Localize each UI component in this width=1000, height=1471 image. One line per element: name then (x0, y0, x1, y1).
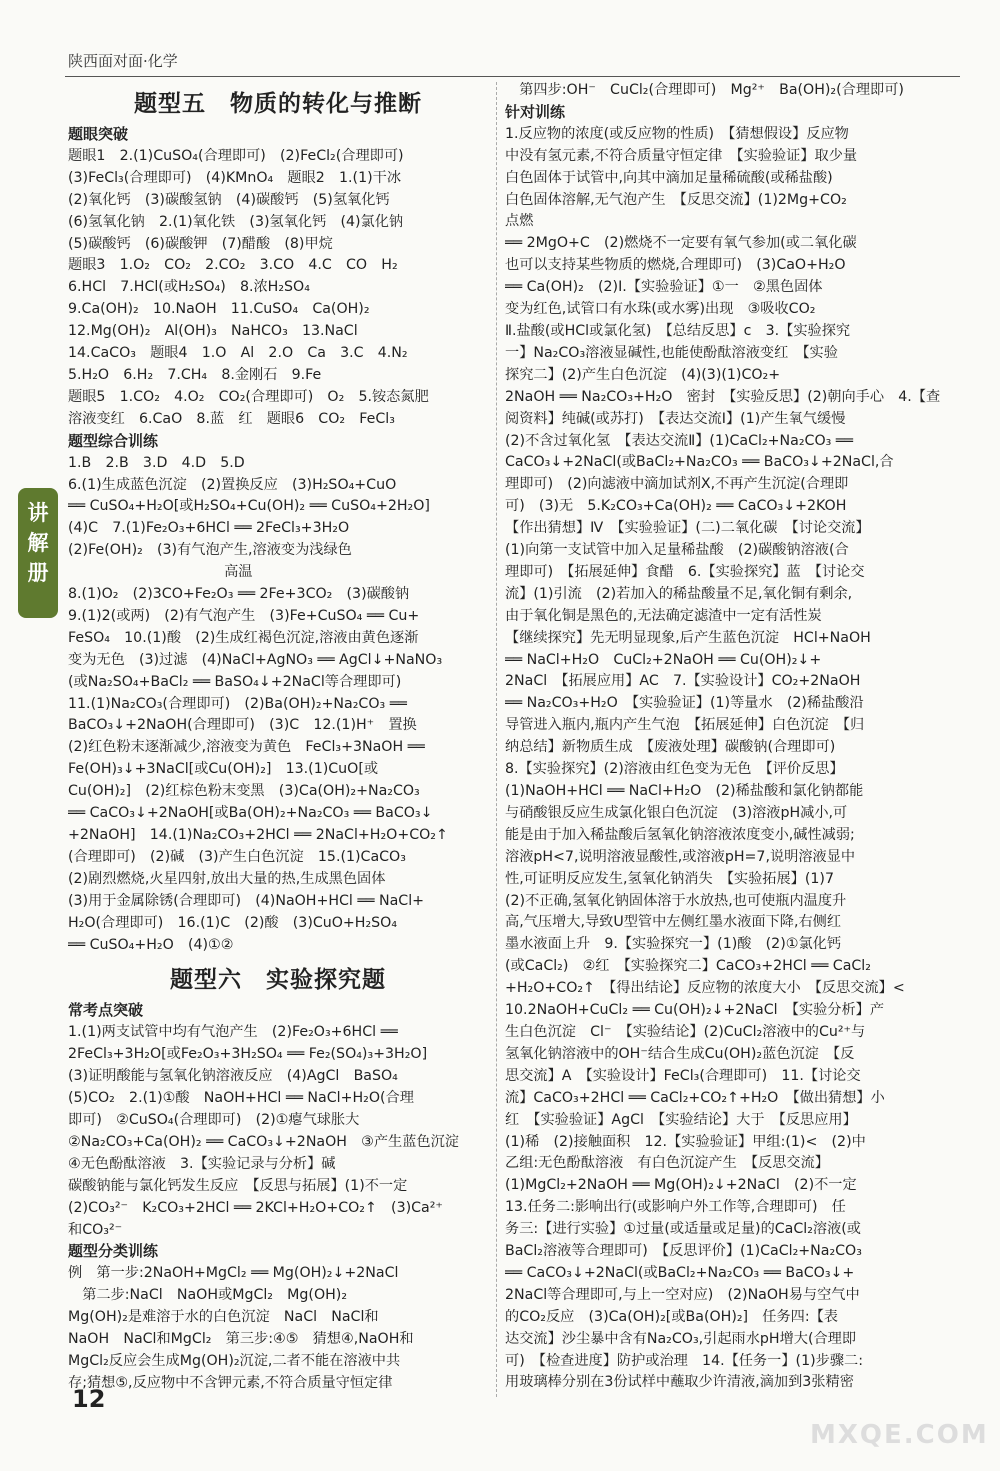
text-line: 流】CaCO₃+2HCl ══ CaCl₂+CO₂↑+H₂O 【做出猜想】小 (505, 1089, 885, 1106)
text-line: 12.Mg(OH)₂ Al(OH)₃ NaHCO₃ 13.NaCl (68, 323, 358, 340)
text-line: 红 【实验验证】AgCl 【实验结论】大于 【反思应用】 (505, 1111, 857, 1128)
text-line: (6)氢氧化钠 2.(1)氧化铁 (3)氢氧化钙 (4)氯化钠 (68, 213, 404, 230)
column-divider (496, 82, 497, 1397)
text-line: FeSO₄ 10.(1)酸 (2)生成红褐色沉淀,溶液由黄色逐渐 (68, 629, 419, 646)
text-line: ══ CuSO₄+H₂O[或H₂SO₄+Cu(OH)₂ ══ CuSO₄+2H₂O] (68, 498, 430, 515)
text-line: BaCO₃↓+2NaOH(合理即可) (3)C 12.(1)H⁺ 置换 (68, 717, 417, 734)
text-line: 用玻璃棒分别在3份试样中蘸取少许清液,滴加到3张精密 (505, 1374, 854, 1391)
text-line: (或Na₂SO₄+BaCl₂ ══ BaSO₄↓+2NaCl等合理即可) (68, 673, 402, 690)
text-line: (2)剧烈燃烧,火星四射,放出大量的热,生成黑色固体 (68, 870, 386, 887)
side-tab (18, 488, 58, 618)
text-line: 纳总结】新物质生成 【废液处理】碳酸钠(合理即可) (505, 739, 836, 756)
text-line: 【继续探究】先无明显现象,后产生蓝色沉淀 HCl+NaOH (505, 629, 871, 646)
text-line: 高,气压增大,导致U型管中左侧红墨水液面下降,右侧红 (505, 914, 842, 931)
text-line: 的CO₂反应 (3)Ca(OH)₂[或Ba(OH)₂] 任务四:【表 (505, 1308, 838, 1325)
text-line: 流】(1)引流 (2)若加入的稀盐酸量不足,氧化铜有剩余, (505, 585, 853, 602)
text-line: 即可) ②CuSO₄(合理即可) (2)①瘪气球胀大 (68, 1111, 360, 1128)
text-line: 导管进入瓶内,瓶内产生气泡 【拓展延伸】白色沉淀 【归 (505, 717, 865, 734)
text-line: (合理即可) (2)碱 (3)产生白色沉淀 15.(1)CaCO₃ (68, 848, 406, 865)
text-line: 11.(1)Na₂CO₃(合理即可) (2)Ba(OH)₂+Na₂CO₃ ══ (68, 695, 407, 712)
text-line: (2)Fe(OH)₂ (3)有气泡产生,溶液变为浅绿色 (68, 542, 352, 559)
text-line: 白色固体于试管中,向其中滴加足量稀硫酸(或稀盐酸) (505, 169, 833, 186)
text-line: 8.【实验探究】(2)溶液由红色变为无色 【评价反思】 (505, 761, 844, 778)
text-line: (1)向第一支试管中加入足量稀盐酸 (2)碳酸钠溶液(合 (505, 542, 849, 559)
text-line: 1.B 2.B 3.D 4.D 5.D (68, 454, 245, 471)
text-line: 溶液变红 6.CaO 8.蓝 红 题眼6 CO₂ FeCl₃ (68, 410, 395, 427)
running-header: 陕西面对面·化学 (68, 52, 178, 70)
text-line: 存;猜想⑤,反应物中不含钾元素,不符合质量守恒定律 (68, 1374, 393, 1391)
text-line: Fe(OH)₃↓+3NaCl[或Cu(OH)₂] 13.(1)CuO[或 (68, 761, 379, 778)
text-line: 【作出猜想】Ⅳ 【实验验证】(二)二氧化碳 【讨论交流】 (505, 520, 870, 537)
text-line: Cu(OH)₂] (2)红棕色粉末变黑 (3)Ca(OH)₂+Na₂CO₃ (68, 783, 420, 800)
side-tab-char: 讲 (27, 501, 49, 525)
text-line: (5)CO₂ 2.(1)①酸 NaOH+HCl ══ NaCl+H₂O(合理 (68, 1090, 414, 1107)
text-line: 能是由于加入稀盐酸后氢氧化钠溶液浓度变小,碱性减弱; (505, 826, 855, 843)
text-line: 高温 (68, 564, 253, 581)
watermark: MXQE.COM (810, 1420, 989, 1450)
text-line: 中没有氢元素,不符合质量守恒定律 【实验验证】取少量 (505, 147, 858, 164)
text-line: (1)MgCl₂+2NaOH ══ Mg(OH)₂↓+2NaCl (2)不一定 (505, 1177, 857, 1194)
header-rule (65, 76, 960, 77)
answer-block (68, 1263, 488, 1394)
text-line: 探究二】(2)产生白色沉淀 (4)(3)(1)CO₂+ (505, 366, 781, 383)
right-column (505, 80, 960, 1394)
text-line: (2)不正确,氢氧化钠固体溶于水放热,也可使瓶内温度升 (505, 892, 847, 909)
text-line: +H₂O+CO₂↑ 【得出结论】反应物的浓度大小 【反思交流】< (505, 980, 905, 997)
text-line: 2NaOH ══ Na₂CO₃+H₂O 密封 【实验反思】(2)朝向手心 4.【查 (505, 388, 941, 405)
text-line: 理即可) 【拓展延伸】食醋 6.【实验探究】蓝 【讨论交 (505, 563, 865, 580)
text-line: 8.(1)O₂ (2)3CO+Fe₂O₃ ══ 2Fe+3CO₂ (3)碳酸钠 (68, 586, 410, 603)
text-line: 阅资料】纯碱(或苏打) 【表达交流Ⅰ】(1)产生氧气缓慢 (505, 410, 846, 427)
text-line: 白色固体溶解,无气泡产生 【反思交流】(1)2Mg+CO₂ (505, 191, 847, 208)
answer-block (505, 80, 960, 102)
text-line: +2NaOH] 14.(1)Na₂CO₃+2HCl ══ 2NaCl+H₂O+CO₂↑ (68, 827, 448, 843)
text-line: ══ CuSO₄+H₂O (4)①② (68, 936, 234, 953)
text-line: 理即可) (2)向滤液中滴加试剂X,不再产生沉淀(合理即 (505, 476, 849, 493)
text-line: 思交流】A 【实验设计】FeCl₃(合理即可) 11.【讨论交 (505, 1067, 861, 1084)
text-line: 10.2NaOH+CuCl₂ ══ Cu(OH)₂↓+2NaCl 【实验分析】产 (505, 1002, 885, 1019)
text-line: (3)FeCl₃(合理即可) (4)KMnO₄ 题眼2 1.(1)干冰 (68, 169, 402, 186)
text-line: 变为无色 (3)过滤 (4)NaCl+AgNO₃ ══ AgCl↓+NaNO₃ (68, 651, 443, 668)
text-line: 乙组:无色酚酞溶液 有白色沉淀产生 【反思交流】 (505, 1155, 829, 1172)
text-line: 一】Na₂CO₃溶液显碱性,也能使酚酞溶液变红 【实验 (505, 344, 838, 361)
page-number: 12 (72, 1385, 106, 1413)
text-line: 2FeCl₃+3H₂O[或Fe₂O₃+3H₂SO₄ ══ Fe₂(SO₄)₃+3H₂O] (68, 1046, 428, 1063)
text-line: (3)证明酸能与氢氧化钠溶液反应 (4)AgCl BaSO₄ (68, 1068, 398, 1085)
text-line: 达交流】沙尘暴中含有Na₂CO₃,引起雨水pH增大(合理即 (505, 1330, 857, 1347)
text-line: (2)氧化钙 (3)碳酸氢钠 (4)碳酸钙 (5)氢氧化钙 (68, 191, 390, 208)
text-line: 碳酸钠能与氯化钙发生反应 【反思与拓展】(1)不一定 (68, 1177, 408, 1194)
text-line: 氢氧化钠溶液中的OH⁻结合生成Cu(OH)₂蓝色沉淀 【反 (505, 1045, 855, 1062)
text-line: (1)稀 (2)接触面积 12.【实验验证】甲组:(1)< (2)中 (505, 1133, 866, 1150)
text-line: 题眼5 1.CO₂ 4.O₂ CO₂(合理即可) O₂ 5.铵态氮肥 (68, 388, 429, 405)
text-line: 生白色沉淀 Cl⁻ 【实验结论】(2)CuCl₂溶液中的Cu²⁺与 (505, 1023, 866, 1040)
subheading: 题型分类训练 (68, 1242, 159, 1261)
text-line: 性,可证明反应发生,氢氧化钠消失 【实验拓展】(1)7 (505, 870, 834, 887)
text-line: Mg(OH)₂是难溶于水的白色沉淀 NaCl NaCl和 (68, 1309, 379, 1326)
text-line: 题眼3 1.O₂ CO₂ 2.CO₂ 3.CO 4.C CO H₂ (68, 257, 398, 274)
text-line: 题眼1 2.(1)CuSO₄(合理即可) (2)FeCl₂(合理即可) (68, 147, 404, 164)
text-line: 9.Ca(OH)₂ 10.NaOH 11.CuSO₄ Ca(OH)₂ (68, 301, 370, 318)
text-line: 第四步:OH⁻ CuCl₂(合理即可) Mg²⁺ Ba(OH)₂(合理即可) (505, 82, 904, 98)
text-line: (3)用于金属除锈(合理即可) (4)NaOH+HCl ══ NaCl+ (68, 892, 425, 909)
text-line: 与硝酸银反应生成氯化银白色沉淀 (3)溶液pH减小,可 (505, 804, 848, 821)
text-line: CaCO₃↓+2NaCl(或BaCl₂+Na₂CO₃ ══ BaCO₃↓+2NaCl,合 (505, 454, 894, 471)
text-line: 墨水液面上升 9.【实验探究一】(1)酸 (2)①氯化钙 (505, 936, 842, 953)
answer-block (68, 1022, 488, 1241)
text-line: H₂O(合理即可) 16.(1)C (2)酸 (3)CuO+H₂SO₄ (68, 914, 398, 931)
text-line: ══ 2MgO+C (2)燃烧不一定要有氧气参加(或二氧化碳 (505, 235, 857, 252)
text-line: 6.(1)生成蓝色沉淀 (2)置换反应 (3)H₂SO₄+CuO (68, 476, 397, 493)
text-line: ══ CaCO₃↓+2NaOH[或Ba(OH)₂+Na₂CO₃ ══ BaCO₃↓ (68, 805, 433, 822)
text-line: ══ NaCl+H₂O CuCl₂+2NaOH ══ Cu(OH)₂↓+ (505, 651, 822, 668)
text-line: 也可以支持某些物质的燃烧,合理即可) (3)CaO+H₂O (505, 257, 846, 274)
text-line: 第二步:NaCl NaOH或MgCl₂ Mg(OH)₂ (68, 1287, 348, 1304)
text-line: (或CaCl₂) ②红 【实验探究二】CaCO₃+2HCl ══ CaCl₂ (505, 958, 871, 975)
text-line: 务三:【进行实验】①过量(或适量或足量)的CaCl₂溶液(或 (505, 1221, 861, 1238)
text-line: 溶液pH<7,说明溶液显酸性,或溶液pH=7,说明溶液显中 (505, 848, 856, 865)
subheading: 题眼突破 (68, 125, 129, 143)
text-line: 由于氧化铜是黑色的,无法确定滤渣中一定有活性炭 (505, 607, 822, 624)
text-line: 例 第一步:2NaOH+MgCl₂ ══ Mg(OH)₂↓+2NaCl (68, 1265, 399, 1282)
text-line: 可) (3)无 5.K₂CO₃+Ca(OH)₂ ══ CaCO₃↓+2KOH (505, 498, 847, 515)
text-line: 9.(1)2(或两) (2)有气泡产生 (3)Fe+CuSO₄ ══ Cu+ (68, 607, 420, 624)
answer-block (505, 124, 960, 1395)
text-line: ══ Na₂CO₃+H₂O 【实验验证】(1)等量水 (2)稀盐酸沿 (505, 695, 864, 712)
text-line: 5.H₂O 6.H₂ 7.CH₄ 8.金刚石 9.Fe (68, 366, 322, 383)
text-line: 变为红色,试管口有水珠(或水雾)出现 ③吸收CO₂ (505, 301, 816, 318)
subheading: 针对训练 (505, 102, 566, 121)
text-line: NaOH NaCl和MgCl₂ 第三步:④⑤ 猜想④,NaOH和 (68, 1331, 414, 1348)
text-line: ④无色酚酞溶液 3.【实验记录与分析】碱 (68, 1155, 336, 1172)
text-line: ②Na₂CO₃+Ca(OH)₂ ══ CaCO₃↓+2NaOH ③产生蓝色沉淀 (68, 1133, 459, 1150)
text-line: 1.(1)两支试管中均有气泡产生 (2)Fe₂O₃+6HCl ══ (68, 1024, 398, 1041)
text-line: ══ Ca(OH)₂ (2)Ⅰ.【实验验证】①一 ②黑色固体 (505, 279, 823, 296)
text-line: 和CO₃²⁻ (68, 1221, 123, 1238)
text-line: 1.反应物的浓度(或反应物的性质) 【猜想假设】反应物 (505, 125, 849, 142)
text-line: Ⅱ.盐酸(或HCl或氯化氢) 【总结反思】c 3.【实验探究 (505, 322, 851, 339)
text-line: 13.任务二:影响出行(或影响户外工作等,合理即可) 任 (505, 1199, 846, 1216)
text-line: (2)红色粉末逐渐减少,溶液变为黄色 FeCl₃+3NaOH ══ (68, 739, 425, 756)
section-title: 题型六 实验探究题 (170, 966, 386, 994)
text-line: 可) 【检查进度】防护或治理 14.【任务一】(1)步骤二: (505, 1352, 864, 1369)
answer-block (68, 453, 488, 957)
text-line: MgCl₂反应会生成Mg(OH)₂沉淀,二者不能在溶液中共 (68, 1352, 401, 1369)
section-title: 题型五 物质的转化与推断 (134, 90, 422, 117)
text-line: 6.HCl 7.HCl(或H₂SO₄) 8.浓H₂SO₄ (68, 279, 310, 296)
side-tab-char: 册 (27, 561, 49, 585)
text-line: 点燃 (505, 213, 534, 230)
text-line: 2NaCl等合理即可,与上一空对应) (2)NaOH易与空气中 (505, 1286, 860, 1303)
left-column (68, 80, 488, 1395)
text-line: ══ CaCO₃↓+2NaCl(或BaCl₂+Na₂CO₃ ══ BaCO₃↓+ (505, 1264, 855, 1281)
text-line: (5)碳酸钙 (6)碳酸钾 (7)醋酸 (8)甲烷 (68, 235, 333, 252)
subheading: 常考点突破 (68, 1001, 144, 1020)
answer-block (68, 146, 488, 431)
text-line: (2)不含过氧化氢 【表达交流Ⅱ】(1)CaCl₂+Na₂CO₃ ══ (505, 432, 853, 449)
subheading: 题型综合训练 (68, 431, 159, 450)
text-line: (2)CO₃²⁻ K₂CO₃+2HCl ══ 2KCl+H₂O+CO₂↑ (3)Ca²⁺ (68, 1199, 443, 1216)
text-line: 14.CaCO₃ 题眼4 1.O Al 2.O Ca 3.C 4.N₂ (68, 345, 408, 362)
text-line: 2NaCl 【拓展应用】AC 7.【实验设计】CO₂+2NaOH (505, 673, 861, 690)
text-line: (1)NaOH+HCl ══ NaCl+H₂O (2)稀盐酸和氯化钠都能 (505, 783, 864, 799)
side-tab-char: 解 (27, 531, 49, 555)
text-line: (4)C 7.(1)Fe₂O₃+6HCl ══ 2FeCl₃+3H₂O (68, 520, 350, 537)
text-line: BaCl₂溶液等合理即可) 【反思评价】(1)CaCl₂+Na₂CO₃ (505, 1243, 862, 1260)
